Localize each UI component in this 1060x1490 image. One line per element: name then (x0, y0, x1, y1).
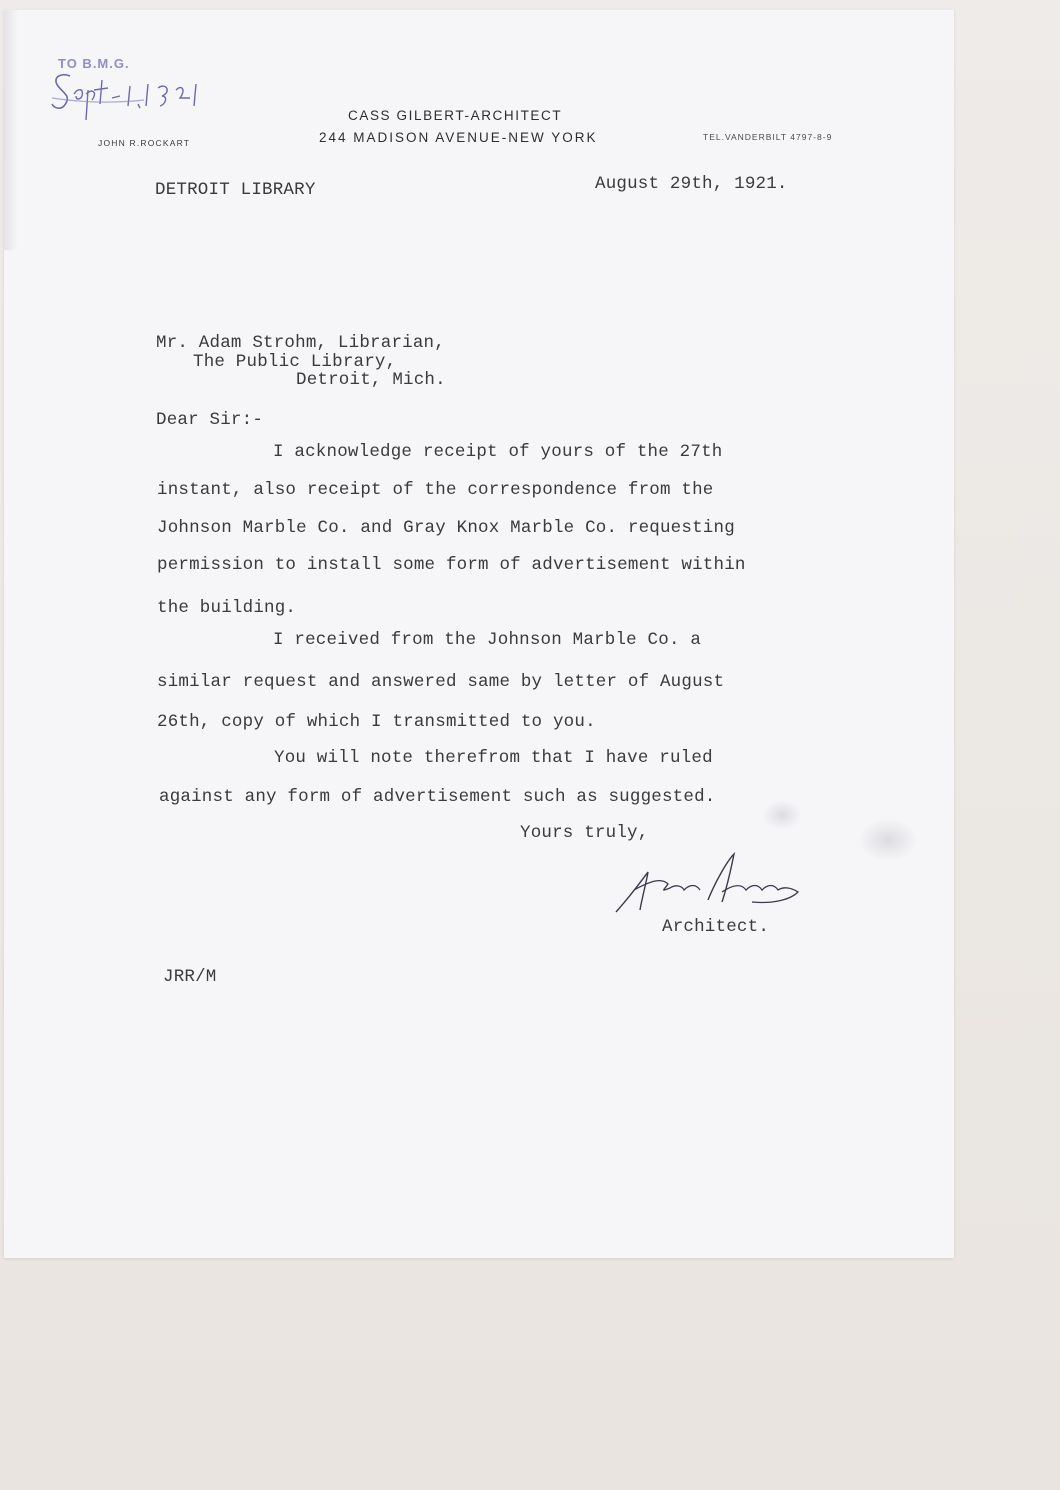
reference-initials: JRR/M (163, 967, 217, 987)
letterhead-firm: CASS GILBERT-ARCHITECT (348, 108, 563, 123)
body-line: I received from the Johnson Marble Co. a (273, 630, 702, 650)
body-line: You will note therefrom that I have ruled (274, 748, 713, 768)
recipient-line: Detroit, Mich. (296, 370, 446, 390)
letter-subject: DETROIT LIBRARY (155, 180, 316, 200)
letter-date: August 29th, 1921. (595, 174, 788, 194)
body-line: Johnson Marble Co. and Gray Knox Marble Co. requesting (157, 518, 735, 538)
letterhead-telephone: TEL.VANDERBILT 4797-8-9 (703, 132, 833, 142)
letterhead-name: JOHN R.ROCKART (98, 138, 191, 148)
recipient-line: The Public Library, (193, 352, 397, 372)
body-line: permission to install some form of advertisement within (157, 555, 746, 575)
body-line: against any form of advertisement such as suggested. (159, 787, 716, 807)
sheet-shadow-edge (4, 10, 18, 250)
letterhead-address: 244 MADISON AVENUE-NEW YORK (319, 130, 598, 145)
signature (612, 850, 812, 920)
recipient-line: Mr. Adam Strohm, Librarian, (156, 333, 445, 353)
body-line: similar request and answered same by letter of August (157, 672, 725, 692)
paper-smudge (762, 800, 802, 830)
signature-title: Architect. (662, 917, 770, 937)
received-stamp: TO B.M.G. (58, 56, 130, 71)
body-line: 26th, copy of which I transmitted to you. (157, 712, 596, 732)
body-line: the building. (157, 598, 297, 618)
salutation: Dear Sir:- (156, 410, 264, 430)
body-line: instant, also receipt of the correspondence from the (157, 480, 714, 500)
body-line: I acknowledge receipt of yours of the 27th (273, 442, 723, 462)
handwritten-date-annotation (48, 64, 218, 124)
paper-smudge (858, 818, 918, 862)
closing: Yours truly, (520, 823, 649, 843)
